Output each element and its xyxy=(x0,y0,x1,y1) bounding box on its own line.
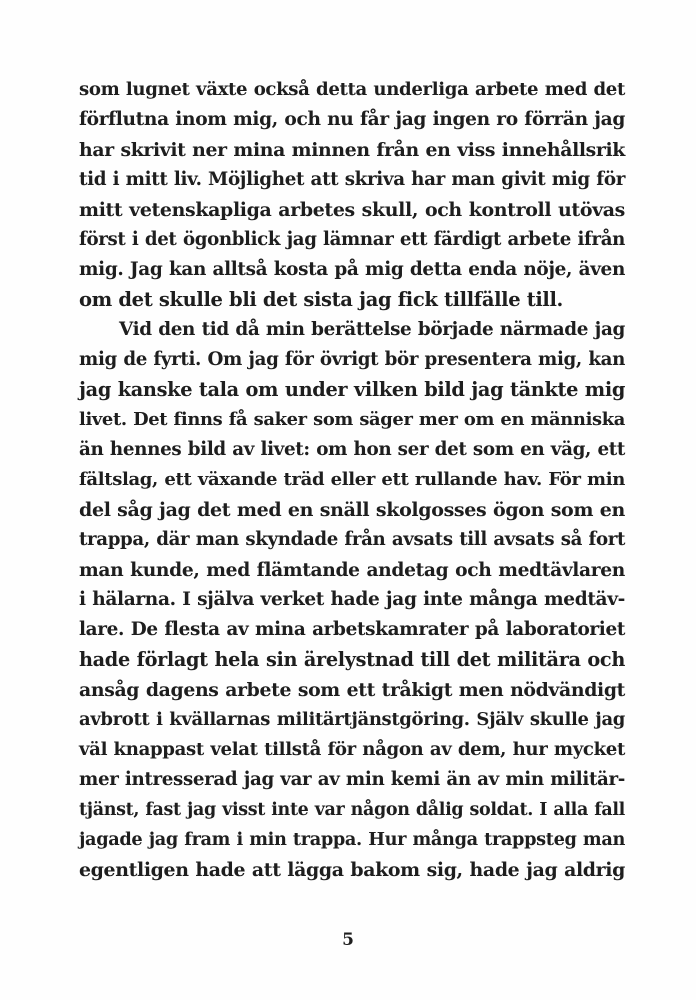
text-line: avbrott i kvällarnas militärtjänstgöring. Själv skulle jag xyxy=(79,709,625,730)
text-line: mig. Jag kan alltså kosta på mig detta enda nöje, även xyxy=(79,259,625,280)
text-line: hade förlagt hela sin ärelystnad till det militära och xyxy=(79,648,625,671)
text-line: ansåg dagens arbete som ett tråkigt men nödvändigt xyxy=(79,679,625,701)
text-line: först i det ögonblick jag lämnar ett färdigt arbete ifrån xyxy=(79,229,625,250)
paragraph-2 xyxy=(79,315,625,885)
text-line: mitt vetenskapliga arbetes skull, och kontroll utövas xyxy=(79,199,625,221)
text-line: tid i mitt liv. Möjlighet att skriva har man givit mig för xyxy=(79,169,625,190)
text-line: fältslag, ett växande träd eller ett rullande hav. För min xyxy=(79,469,625,490)
text-line: än hennes bild av livet: om hon ser det som en väg, ett xyxy=(79,439,625,460)
text-line: om det skulle bli det sista jag fick tillfälle till. xyxy=(79,288,563,311)
text-line: mig de fyrti. Om jag för övrigt bör presentera mig, kan xyxy=(79,349,625,370)
text-line: tjänst, fast jag visst inte var någon dålig soldat. I alla fall xyxy=(79,800,625,820)
page-number: 5 xyxy=(342,930,354,950)
text-line: i hälarna. I själva verket hade jag inte många medtäv- xyxy=(79,589,625,610)
text-line: man kunde, med flämtande andetag och medtävlaren xyxy=(79,559,625,581)
text-line: förflutna inom mig, och nu får jag ingen ro förrän jag xyxy=(79,109,625,130)
text-line: mer intresserad jag var av min kemi än av min militär- xyxy=(79,769,625,790)
text-line: väl knappast velat tillstå för någon av dem, hur mycket xyxy=(79,739,625,760)
text-line: livet. Det finns få saker som säger mer om en människa xyxy=(79,409,625,430)
body-text xyxy=(79,75,625,885)
text-line-indented: Vid den tid då min berättelse började närmade jag xyxy=(119,319,625,340)
text-line: jag kanske tala om under vilken bild jag tänkte mig xyxy=(79,378,625,401)
text-line: egentligen hade att lägga bakom sig, hade jag aldrig xyxy=(79,859,625,881)
text-line: lare. De flesta av mina arbetskamrater på laboratoriet xyxy=(79,619,625,640)
text-line: jagade jag fram i min trappa. Hur många trappsteg man xyxy=(79,829,625,850)
text-line: trappa, där man skyndade från avsats till avsats så fort xyxy=(79,529,625,550)
text-line: som lugnet växte också detta underliga arbete med det xyxy=(79,79,625,100)
paragraph-1 xyxy=(79,75,625,315)
text-line: del såg jag det med en snäll skolgosses ögon som en xyxy=(79,499,625,521)
text-line: har skrivit ner mina minnen från en viss innehållsrik xyxy=(79,139,625,161)
